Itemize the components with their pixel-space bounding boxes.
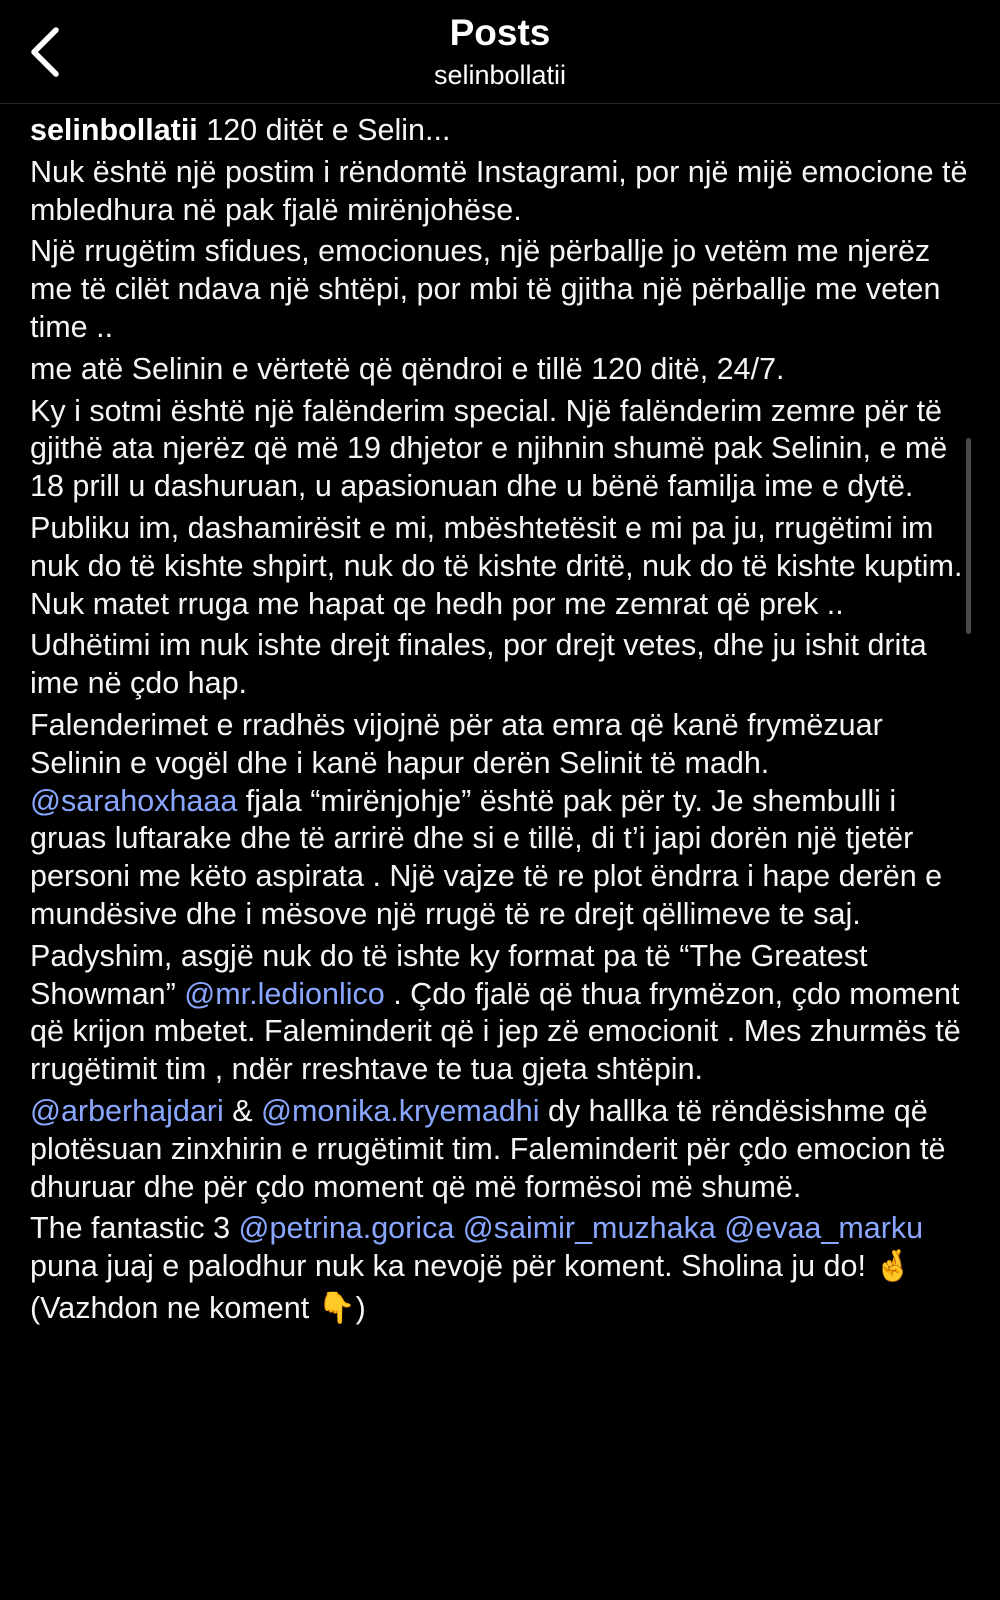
caption-paragraph: [30, 1093, 975, 1206]
caption-text: Falenderimet e rradhës vijojnë për ata emra që kanë frymëzuar Selinin e vogël dhe i kanë hapur derën Selinit të madh.: [30, 707, 883, 780]
caption-text: ): [355, 1290, 366, 1325]
mention-link[interactable]: @evaa_marku: [724, 1211, 924, 1246]
caption-text: fjala “mirënjohje” është pak për ty. Je shembulli i gruas luftarake dhe të arrirë dhe si e tillë, di t’i japi dorën një tjetër personi me këto aspirata . Një vajze të re plot ëndrra i hape derën e mundësive dhe i mësove një rrugë të re drejt qëllimeve te saj.: [30, 783, 943, 931]
caption-paragraph: Udhëtimi im nuk ishte drejt finales, por drejt vetes, dhe ju ishit drita ime në çdo hap.: [30, 628, 927, 701]
caption-paragraph: [30, 938, 975, 1089]
pointing-down-icon: 👇: [317, 1290, 356, 1326]
caption-paragraph: Një rrugëtim sfidues, emocionues, një përballje jo vetëm me njerëz me të cilët ndava një shtëpi, por mbi të gjitha një përballje me veten time ..: [30, 234, 941, 344]
crossed-fingers-icon: 🤞: [874, 1249, 913, 1285]
caption-text: &: [223, 1093, 262, 1128]
caption-paragraph: [30, 1210, 975, 1286]
caption-text: . Çdo fjalë që thua frymëzon, çdo moment që krijon mbetet. Faleminderit që i jep zë emocionit . Mes zhurmës të rrugëtimit tim , ndër rreshtave te tua gjeta shtëpin.: [30, 976, 961, 1087]
caption-text: Padyshim, asgjë nuk do të ishte ky format pa të “The Greatest Showman”: [30, 938, 868, 1011]
caption-paragraph: [30, 707, 975, 934]
caption-text: (Vazhdon ne koment: [30, 1290, 318, 1325]
mention-link[interactable]: @sarahoxhaaa: [30, 783, 238, 818]
mention-link[interactable]: @monika.kryemadhi: [261, 1093, 540, 1128]
top-bar: [0, 0, 1000, 104]
caption-username[interactable]: selinbollatii: [30, 113, 198, 147]
caption-text: puna juaj e palodhur nuk ka nevojë për koment. Sholina ju do!: [30, 1249, 875, 1284]
caption-text: [716, 1211, 724, 1245]
caption-paragraph: Nuk është një postim i rëndomtë Instagrami, por një mijë emocione të mbledhura në pak fjalë mirënjohëse.: [30, 154, 968, 227]
page-subtitle-username: selinbollatii: [433, 60, 567, 90]
mention-link[interactable]: @petrina.gorica: [238, 1211, 455, 1246]
mention-link[interactable]: @mr.ledionlico: [184, 976, 385, 1011]
caption-paragraph: me atë Selinin e vërtetë që qëndroi e tillë 120 ditë, 24/7.: [30, 351, 785, 386]
caption-text: 120 ditët e Selin...: [197, 113, 451, 147]
caption-text: dy hallka të rëndësishme që plotësuan zinxhirin e rrugëtimit tim. Faleminderit për çdo emocion të dhuruar dhe për çdo moment që më formësoi më shumë.: [30, 1093, 946, 1204]
caption-paragraph: [30, 112, 975, 150]
page-title: Posts: [449, 12, 551, 53]
caption-text: [454, 1211, 462, 1245]
caption-paragraph: Publiku im, dashamirësit e mi, mbështetësit e mi pa ju, rrugëtimi im nuk do të kishte shpirt, nuk do të kishte dritë, nuk do të kishte kuptim. Nuk matet rruga me hapat qe hedh por me zemrat që prek ..: [30, 510, 963, 621]
caption-paragraph: Ky i sotmi është një falënderim special. Një falënderim zemre për të gjithë ata njerëz që më 19 dhjetor e njihnin shumë pak Selinin, e më 18 prill u dashuruan, u apasionuan dhe u bënë familja ime e dytë.: [30, 393, 948, 504]
scrollbar[interactable]: [966, 438, 971, 634]
caption-paragraph: [30, 1290, 975, 1328]
mention-link[interactable]: @saimir_muzhaka: [462, 1211, 716, 1246]
caption-text: The fantastic 3: [30, 1211, 239, 1246]
mention-link[interactable]: @arberhajdari: [30, 1093, 224, 1128]
post-caption: [30, 112, 975, 1332]
